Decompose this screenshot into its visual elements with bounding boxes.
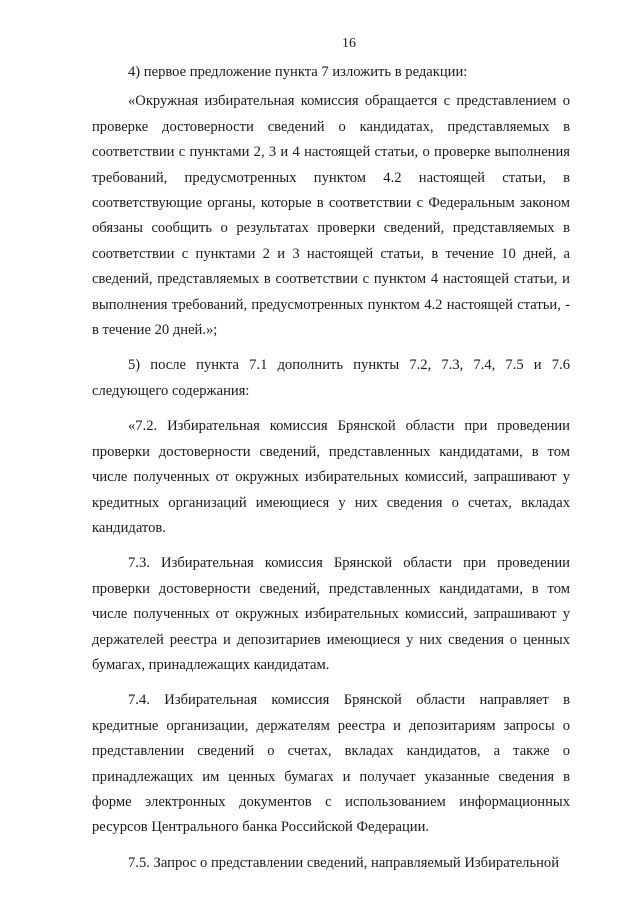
paragraph-item-4-intro: 4) первое предложение пункта 7 изложить в редакции:	[128, 64, 468, 80]
paragraph-item-5-intro: 5) после пункта 7.1 дополнить пункты 7.2, 7.3, 7.4, 7.5 и 7.6 следующего содержания:	[92, 357, 570, 399]
paragraph-item-4-text: «Окружная избирательная комиссия обращается с представлением о проверке достоверности сведений о кандидатах, представляемых в соответствии с пунктами 2, 3 и 4 настоящей статьи, о проверке выполнения требований, предусмотренных пунктом 4.2 настоящей статьи, в соответствующие органы, которые в соответствии с Федеральным законом обязаны сообщить о результатах проверки сведений, представляемых в соответствии с пунктами 2 и 3 настоящей статьи, в течение 10 дней, а сведений, представляемых в соответствии с пунктом 4 настоящей статьи, и выполнения требований, предусмотренных пунктом 4.2 настоящей статьи, - в течение 20 дней.»;	[92, 93, 570, 339]
paragraph-7-5: 7.5. Запрос о представлении сведений, направляемый Избирательной	[128, 854, 560, 871]
paragraph-7-3: 7.3. Избирательная комиссия Брянской области при проведении проверки достоверности сведений, представленных кандидатами, в том числе полученных от окружных избирательных комиссий, запрашивают у держателей реестра и депозитариев имеющиеся у них сведения о ценных бумагах, принадлежащих кандидатам.	[92, 555, 570, 673]
paragraph-7-4: 7.4. Избирательная комиссия Брянской области направляет в кредитные организации, держателям реестра и депозитариям запросы о представлении сведений о счетах, вкладах кандидатов, а также о принадлежащих им ценных бумагах и получает указанные сведения в форме электронных документов с использованием информационных ресурсов Центрального банка Российской Федерации.	[92, 692, 570, 836]
paragraph-7-2: «7.2. Избирательная комиссия Брянской области при проведении проверки достоверности сведений, представленных кандидатами, в том числе полученных от окружных избирательных комиссий, запрашивают у кредитных организаций имеющиеся у них сведения о счетах, вкладах кандидатов.	[92, 418, 570, 536]
page-number: 16	[342, 36, 356, 51]
